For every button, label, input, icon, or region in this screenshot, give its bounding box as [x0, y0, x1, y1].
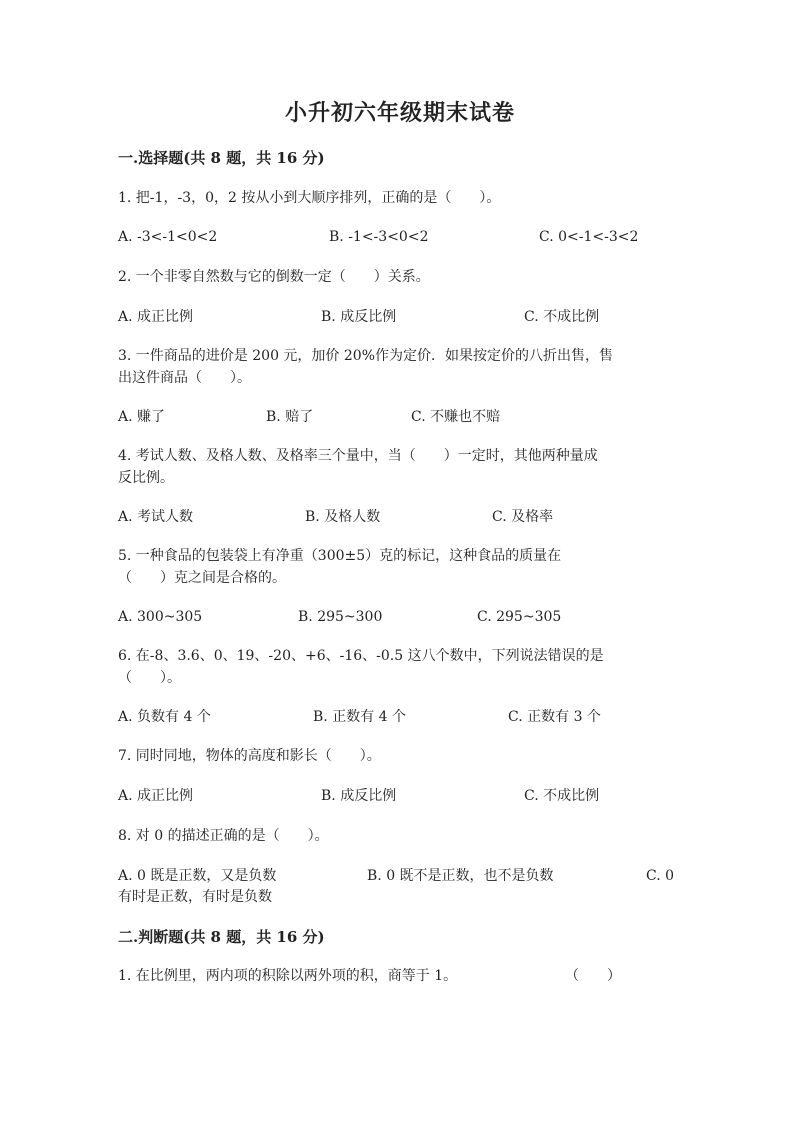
- question-7-option-a: A. 成正比例: [118, 788, 194, 804]
- question-8-option-c-continued: 有时是正数，有时是负数: [118, 889, 272, 905]
- question-1-option-a: A. -3<-1<0<2: [118, 229, 218, 245]
- question-6-option-c: C. 正数有 3 个: [508, 709, 601, 725]
- section-heading-multiple-choice: 一.选择题(共 8 题，共 16 分): [118, 149, 325, 167]
- question-5: [118, 545, 678, 589]
- question-6: [118, 645, 678, 689]
- question-1-option-c: C. 0<-1<-3<2: [539, 229, 639, 245]
- question-6-stem-line-2: （ ）。: [118, 670, 181, 686]
- question-2-option-a: A. 成正比例: [118, 309, 194, 325]
- question-6-stem-line-1: 6. 在-8、3.6、0、19、-20、+6、-16、-0.5 这八个数中，下列说法错误的是: [118, 648, 604, 664]
- question-8-option-a: A. 0 既是正数，又是负数: [118, 868, 277, 884]
- question-4-stem-line-2: 反比例。: [118, 470, 174, 486]
- question-3: [118, 345, 678, 389]
- question-5-stem-line-2: （ ）克之间是合格的。: [118, 570, 286, 586]
- question-2-option-c: C. 不成比例: [524, 309, 600, 325]
- question-1: [118, 187, 678, 209]
- section-heading-true-false: 二.判断题(共 8 题，共 16 分): [118, 928, 325, 946]
- question-7-stem: 7. 同时同地，物体的高度和影长（ ）。: [118, 748, 381, 764]
- tf-question-1-answer-blank: （ ）: [565, 968, 621, 984]
- question-3-option-c: C. 不赚也不赔: [411, 409, 501, 425]
- question-4-option-b: B. 及格人数: [305, 509, 381, 525]
- question-4-stem-line-1: 4. 考试人数、及格人数、及格率三个量中，当（ ）一定时，其他两种量成: [118, 448, 598, 464]
- question-4-option-a: A. 考试人数: [118, 509, 194, 525]
- question-3-stem-line-1: 3. 一件商品的进价是 200 元，加价 20%作为定价．如果按定价的八折出售，售: [118, 348, 613, 364]
- question-8-stem: 8. 对 0 的描述正确的是（ ）。: [118, 828, 329, 844]
- question-1-option-b: B. -1<-3<0<2: [329, 229, 429, 245]
- question-5-option-a: A. 300~305: [118, 609, 203, 625]
- question-4-option-c: C. 及格率: [492, 509, 554, 525]
- tf-question-1-stem: 1. 在比例里，两内项的积除以两外项的积，商等于 1。: [118, 968, 458, 984]
- exam-title: 小升初六年级期末试卷: [284, 100, 515, 126]
- question-5-option-c: C. 295~305: [477, 609, 562, 625]
- question-3-stem-line-2: 出这件商品（ ）。: [118, 370, 251, 386]
- question-2: [118, 266, 678, 288]
- question-2-option-b: B. 成反比例: [321, 309, 397, 325]
- question-3-option-b: B. 赔了: [266, 409, 314, 425]
- question-6-option-b: B. 正数有 4 个: [313, 709, 406, 725]
- question-8-option-c: C. 0: [646, 868, 675, 884]
- question-4: [118, 445, 678, 489]
- question-8-option-b: B. 0 既不是正数，也不是负数: [367, 868, 554, 884]
- question-7-option-c: C. 不成比例: [524, 788, 600, 804]
- question-1-stem: 1. 把-1，-3，0，2 按从小到大顺序排列，正确的是（ ）。: [118, 190, 501, 206]
- question-5-option-b: B. 295~300: [298, 609, 383, 625]
- question-2-stem: 2. 一个非零自然数与它的倒数一定（ ）关系。: [118, 269, 430, 285]
- question-6-option-a: A. 负数有 4 个: [118, 709, 211, 725]
- question-5-stem-line-1: 5. 一种食品的包装袋上有净重（300±5）克的标记，这种食品的质量在: [118, 548, 562, 564]
- question-7: [118, 745, 678, 767]
- question-7-option-b: B. 成反比例: [321, 788, 397, 804]
- question-8: [118, 825, 678, 847]
- question-3-option-a: A. 赚了: [118, 409, 166, 425]
